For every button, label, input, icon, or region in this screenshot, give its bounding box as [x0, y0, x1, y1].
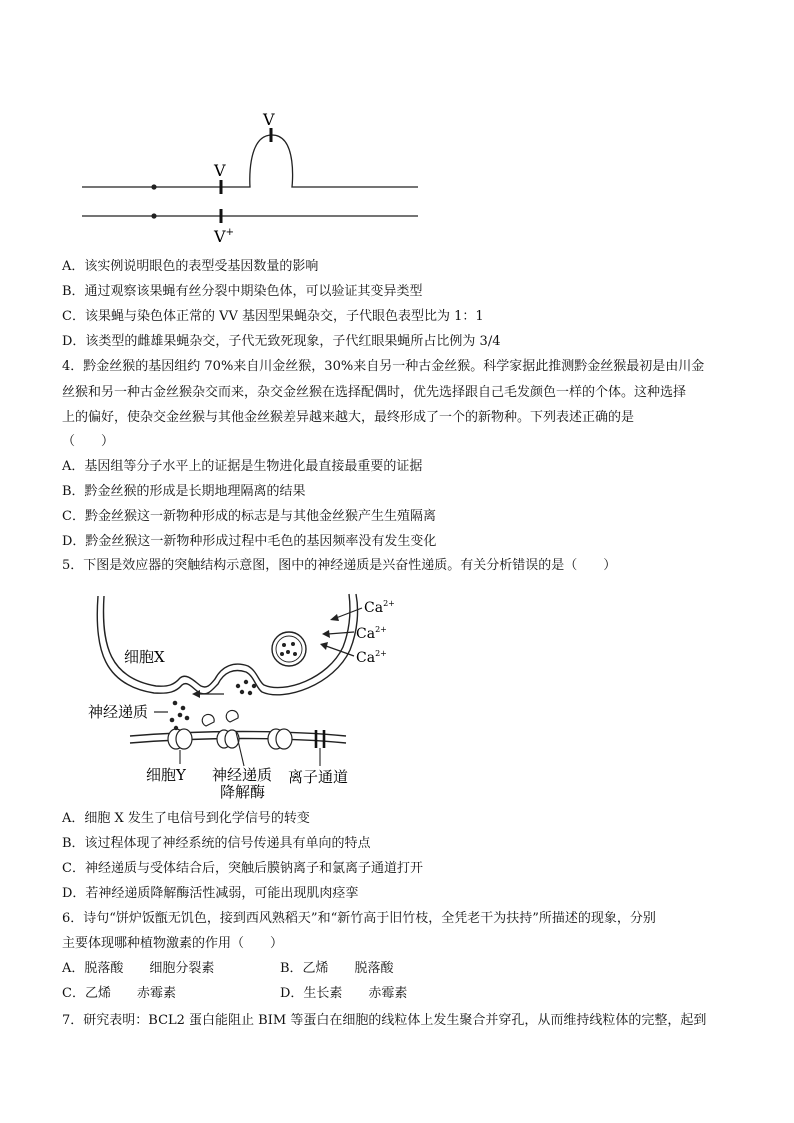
q7-stem-line1: 7．研究表明：BCL2 蛋白能阻止 BIM 等蛋白在细胞的线粒体上发生聚合并穿孔，从而维持线粒体的完整，起到 [62, 1013, 707, 1028]
q4-option-d: D．黔金丝猴这一新物种形成过程中毛色的基因频率没有发生变化 [62, 534, 437, 549]
q4-answer-blank: （ ） [62, 434, 115, 449]
q6-option-b: B．乙烯 脱落酸 [280, 961, 394, 976]
q4-stem-line2: 丝猴和另一种古金丝猴杂交而来，杂交金丝猴在选择配偶时，优先选择跟自己毛发颜色一样的个体。这种选择 [62, 385, 687, 400]
degrading-enzyme-1 [202, 714, 214, 726]
label-v-mid: V [214, 161, 226, 180]
q3-option-c: C．该果蝇与染色体正常的 VV 基因型果蝇杂交，子代眼色表型比为 1：1 [62, 309, 484, 324]
ca-label-1-group [364, 599, 395, 616]
centromere-lower [151, 213, 156, 218]
synaptic-vesicle [272, 632, 306, 666]
cell-y-label: 细胞Y [146, 766, 186, 784]
q4-option-c: C．黔金丝猴这一新物种形成的标志是与其他金丝猴产生生殖隔离 [62, 509, 436, 524]
q3-option-b: B．通过观察该果蝇有丝分裂中期染色体，可以验证其变异类型 [62, 284, 423, 299]
cell-x-label: 细胞X [124, 648, 165, 666]
q5-stem: 5．下图是效应器的突触结构示意图，图中的神经递质是兴奋性递质。有关分析错误的是（ ） [62, 558, 617, 573]
ca-sup-2: 2+ [375, 625, 387, 634]
q6-option-c: C．乙烯 赤霉素 [62, 986, 176, 1001]
ion-channel-label: 离子通道 [288, 768, 349, 786]
q4-option-a: A．基因组等分子水平上的证据是生物进化最直接最重要的证据 [62, 459, 423, 474]
ca-sup-3: 2+ [375, 649, 387, 658]
label-v-bottom: V [214, 227, 226, 246]
synapse-figure [84, 590, 404, 800]
ca-label-2: Ca [356, 626, 376, 642]
q5-option-d: D．若神经递质降解酶活性减弱，可能出现肌肉痉挛 [62, 886, 359, 901]
ca-label-3: Ca [356, 650, 376, 666]
chromosome-figure [78, 105, 423, 250]
q3-option-d: D．该类型的雌雄果蝇杂交，子代无致死现象，子代红眼果蝇所占比例为 3/4 [62, 334, 501, 349]
ca-label-1: Ca [364, 600, 384, 616]
q3-option-a: A．该实例说明眼色的表型受基因数量的影响 [62, 259, 319, 274]
centromere-upper [151, 184, 156, 189]
upper-chromosome-line [82, 135, 418, 187]
ca-label-3-group [356, 649, 387, 666]
ca-label-2-group [356, 625, 387, 642]
q4-stem-line1: 4．黔金丝猴的基因组约 70%来自川金丝猴，30%来自另一种古金丝猴。科学家据此推测黔金丝猴最初是由川金 [62, 359, 705, 374]
q5-option-a: A．细胞 X 发生了电信号到化学信号的转变 [62, 811, 310, 826]
q6-stem-line2: 主要体现哪种植物激素的作用（ ） [62, 936, 284, 951]
q6-stem-line1: 6．诗句“饼炉饭甑无饥色，接到西风熟稻天”和“新竹高于旧竹枝，全凭老干为扶持”所描述的现象，分别 [62, 911, 656, 926]
q6-option-a: A．脱落酸 细胞分裂素 [62, 961, 215, 976]
label-v-top: V [263, 110, 275, 129]
q4-option-b: B．黔金丝猴的形成是长期地理隔离的结果 [62, 484, 306, 499]
q5-option-c: C．神经递质与受体结合后，突触后膜钠离子和氯离子通道打开 [62, 861, 423, 876]
neurotransmitter-label: 神经递质 [88, 703, 149, 721]
label-v-bottom-sup: + [225, 227, 234, 238]
ca-sup-1: 2+ [383, 599, 395, 608]
degrading-enzyme-2 [226, 710, 238, 722]
enzyme-label-line2: 降解酶 [220, 783, 266, 800]
label-v-bottom-group [213, 227, 234, 246]
enzyme-label-line1: 神经递质 [212, 766, 273, 784]
q4-stem-line3: 上的偏好，使杂交金丝猴与其他金丝猴差异越来越大，最终形成了一个的新物种。下列表述正确的是 [62, 410, 635, 425]
q6-option-d: D．生长素 赤霉素 [280, 986, 408, 1001]
q5-option-b: B．该过程体现了神经系统的信号传递具有单向的特点 [62, 836, 371, 851]
